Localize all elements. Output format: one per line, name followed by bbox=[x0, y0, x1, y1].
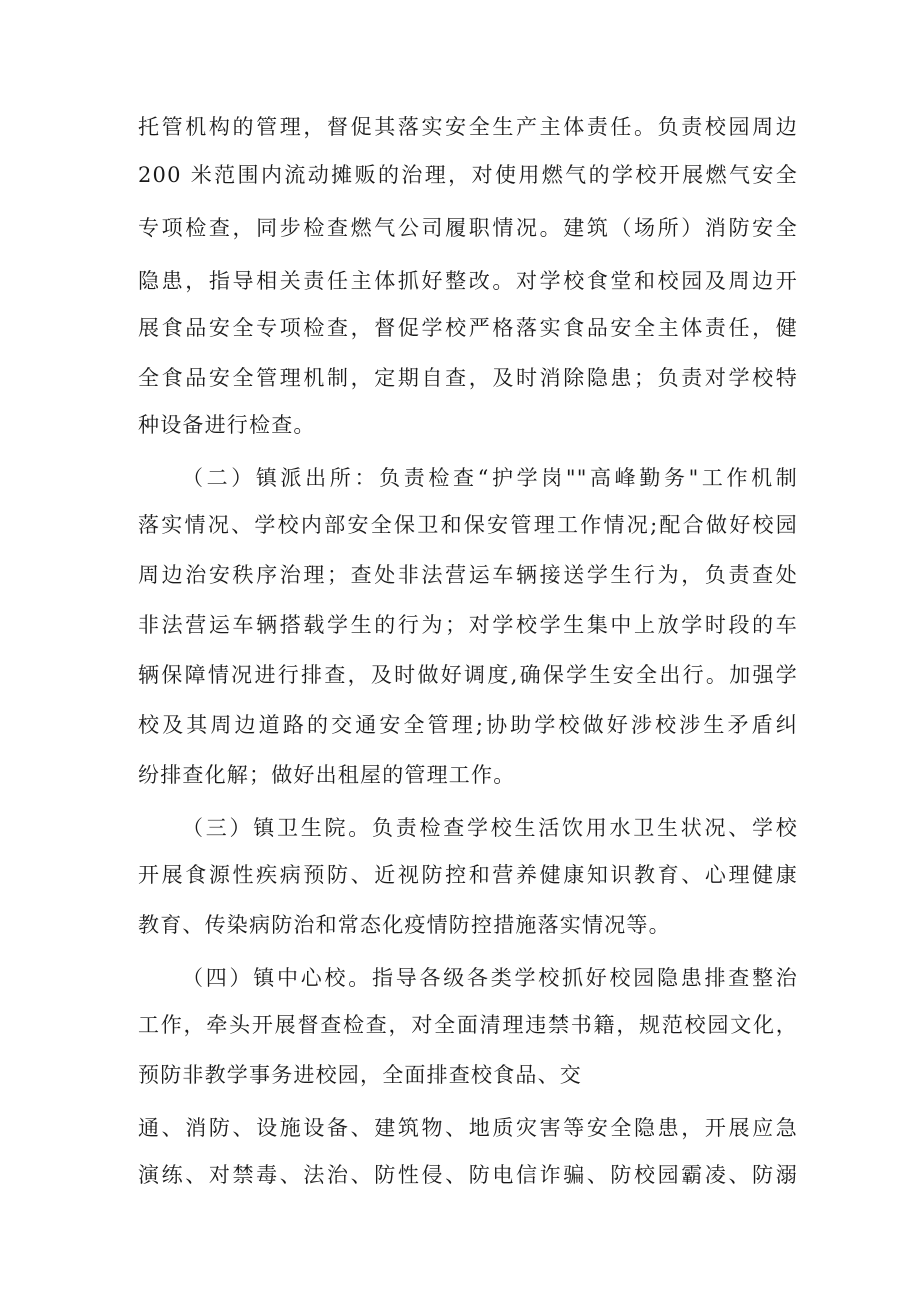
text-line: 教育、传染病防治和常态化疫情防控措施落实情况等。 bbox=[138, 913, 671, 937]
text-line: 隐患，指导相关责任主体抓好整改。对学校食堂和校园及周边开 bbox=[138, 269, 798, 293]
text-line: 全食品安全管理机制，定期自查，及时消除隐患；负责对学校特 bbox=[138, 366, 798, 390]
text-line: 工作，牵头开展督查检查，对全面清理违禁书籍，规范校园文化， bbox=[138, 1013, 798, 1037]
text-line: 落实情况、学校内部安全保卫和保安管理工作情况;配合做好校园 bbox=[138, 513, 798, 537]
section-heading-line: （四）镇中心校。指导各级各类学校抓好校园隐患排查整治 bbox=[182, 966, 798, 990]
text-line: 托管机构的管理，督促其落实安全生产主体责任。负责校园周边 bbox=[138, 115, 798, 139]
text-line: 周边治安秩序治理；查处非法营运车辆接送学生行为，负责查处 bbox=[138, 563, 798, 587]
section-heading-line: （二）镇派出所：负责检查“护学岗""高峰勤务"工作机制 bbox=[182, 466, 798, 490]
text-line: 展食品安全专项检查，督促学校严格落实食品安全主体责任，健 bbox=[138, 316, 798, 340]
text-line: 辆保障情况进行排查，及时做好调度,确保学生安全出行。加强学 bbox=[138, 663, 798, 687]
text-line: 预防非教学事务进校园，全面排查校食品、交 bbox=[138, 1063, 582, 1087]
text-line: 200 米范围内流动摊贩的治理，对使用燃气的学校开展燃气安全 bbox=[138, 163, 798, 187]
text-line: 种设备进行检查。 bbox=[138, 413, 316, 437]
text-line: 开展食源性疾病预防、近视防控和营养健康知识教育、心理健康 bbox=[138, 863, 798, 887]
text-line: 纷排查化解；做好出租屋的管理工作。 bbox=[138, 763, 516, 787]
text-line: 专项检查，同步检查燃气公司履职情况。建筑（场所）消防安全 bbox=[138, 216, 798, 240]
text-line: 校及其周边道路的交通安全管理;协助学校做好涉校涉生矛盾纠 bbox=[138, 713, 798, 737]
text-line: 通、消防、设施设备、建筑物、地质灾害等安全隐患，开展应急 bbox=[138, 1116, 798, 1140]
section-heading-line: （三）镇卫生院。负责检查学校生活饮用水卫生状况、学校 bbox=[182, 816, 798, 840]
text-line: 演练、对禁毒、法治、防性侵、防电信诈骗、防校园霸凌、防溺 bbox=[138, 1163, 798, 1187]
text-line: 非法营运车辆搭载学生的行为；对学校学生集中上放学时段的车 bbox=[138, 613, 798, 637]
